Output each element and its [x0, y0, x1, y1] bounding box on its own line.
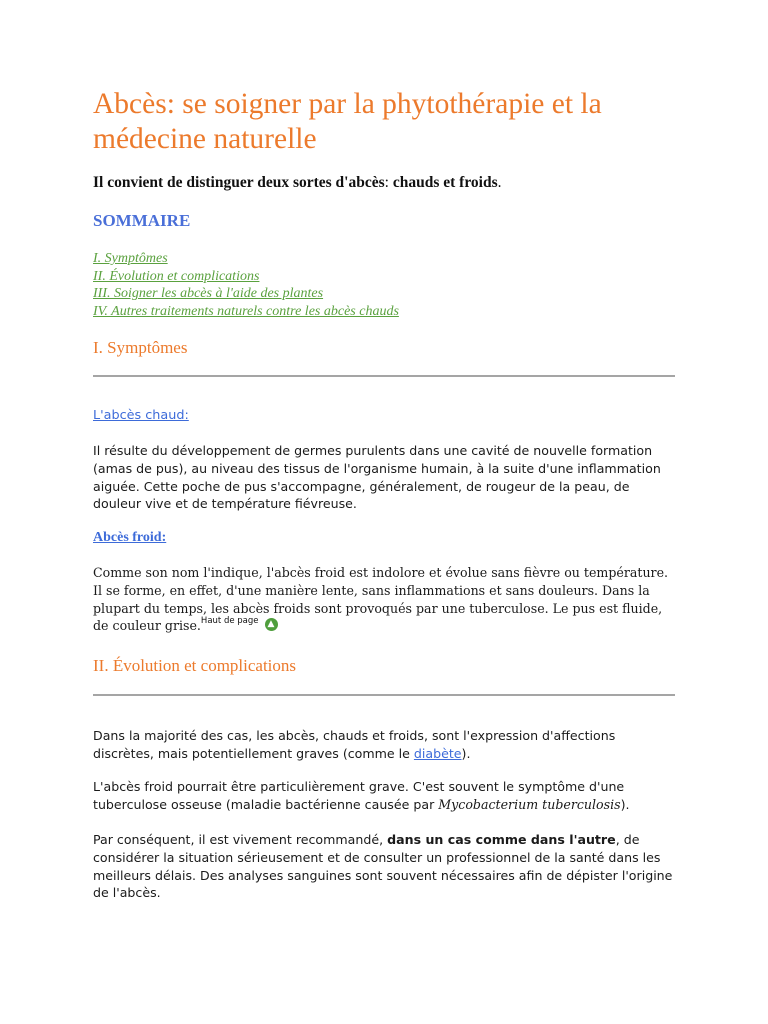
intro-prefix: Il convient de distinguer deux sortes d'abcès	[93, 174, 385, 191]
sommaire-heading: SOMMAIRE	[93, 211, 191, 230]
toc-link-plantes[interactable]: III. Soigner les abcès à l'aide des plantes	[93, 286, 324, 302]
toc-link-evolution[interactable]: II. Évolution et complications	[93, 268, 260, 284]
intro-suffix: .	[497, 174, 502, 191]
paragraph-abces-froid-grave	[93, 778, 673, 814]
section-title: . Symptômes	[98, 338, 188, 357]
toc-link-autres-traitements[interactable]: IV. Autres traitements naturels contre les abcès chauds	[93, 303, 399, 319]
abces-froid-text: Comme son nom l'indique, l'abcès froid est indolore et évolue sans fièvre ou température. Il se forme, en effet, d'une manière lente, sans inflammations et sans douleurs. Dans la plupart du temps, les abcès froids sont provoqués par une tuberculose. Le pus est fluide, de couleur grise.	[93, 565, 669, 634]
p3-before: Par conséquent, il est vivement recommandé,	[93, 832, 388, 847]
section-divider	[93, 375, 675, 377]
table-of-contents	[93, 250, 399, 320]
p3-bold: dans un cas comme dans l'autre	[387, 832, 616, 847]
abces-chaud-paragraph: Il résulte du développement de germes purulents dans une cavité de nouvelle formation (amas de pus), au niveau des tissus de l'organisme humain, à la suite d'une inflammation aiguée. Cette poche de pus s'accompagne, généralement, de rougeur de la peau, de douleur vive et de température fiévreuse.	[93, 443, 661, 512]
p2-after: ).	[620, 796, 630, 812]
abces-froid-link[interactable]: Abcès froid:	[93, 530, 167, 545]
p1-after: ).	[461, 745, 471, 761]
p2-before: L'abcès froid pourrait être particulièrement grave. C'est souvent le symptôme d'une tuberculose osseuse (maladie bactérienne causée par	[93, 779, 625, 812]
paragraph-majorite	[93, 727, 673, 763]
intro-sentence	[93, 174, 502, 192]
section-title: . Évolution et complications	[104, 656, 297, 675]
section-number: II	[93, 656, 105, 675]
diabete-link[interactable]: diabète	[413, 745, 462, 761]
paragraph-consequent	[93, 831, 673, 902]
section-number: I	[93, 338, 99, 357]
p2-italic: Mycobacterium tuberculosis	[438, 796, 621, 812]
intro-colon: :	[384, 174, 393, 191]
toc-link-symptomes[interactable]: I. Symptômes	[93, 251, 168, 266]
abces-froid-paragraph	[93, 564, 673, 635]
page-title: Abcès: se soigner par la phytothérapie et la médecine naturelle	[93, 88, 602, 155]
section-divider	[93, 694, 675, 696]
section-heading-evolution	[93, 656, 296, 676]
p3-after: , de considérer la situation sérieusement et de consulter un professionnel de la santé dans les meilleurs délais. Des analyses sanguines sont souvent nécessaires afin de dépister l'origine de l'abcès.	[93, 832, 673, 901]
section-heading-symptomes	[93, 338, 187, 358]
p1-before: Dans la majorité des cas, les abcès, chauds et froids, sont l'expression d'affections discrètes, mais potentiellement graves (comme le	[93, 728, 616, 761]
haut-de-page-link[interactable]: Haut de page	[200, 616, 259, 627]
up-arrow-circle-icon[interactable]: ▲	[265, 618, 278, 631]
abces-chaud-link[interactable]: L'abcès chaud:	[93, 408, 189, 423]
intro-emph: chauds et froids	[392, 174, 498, 191]
